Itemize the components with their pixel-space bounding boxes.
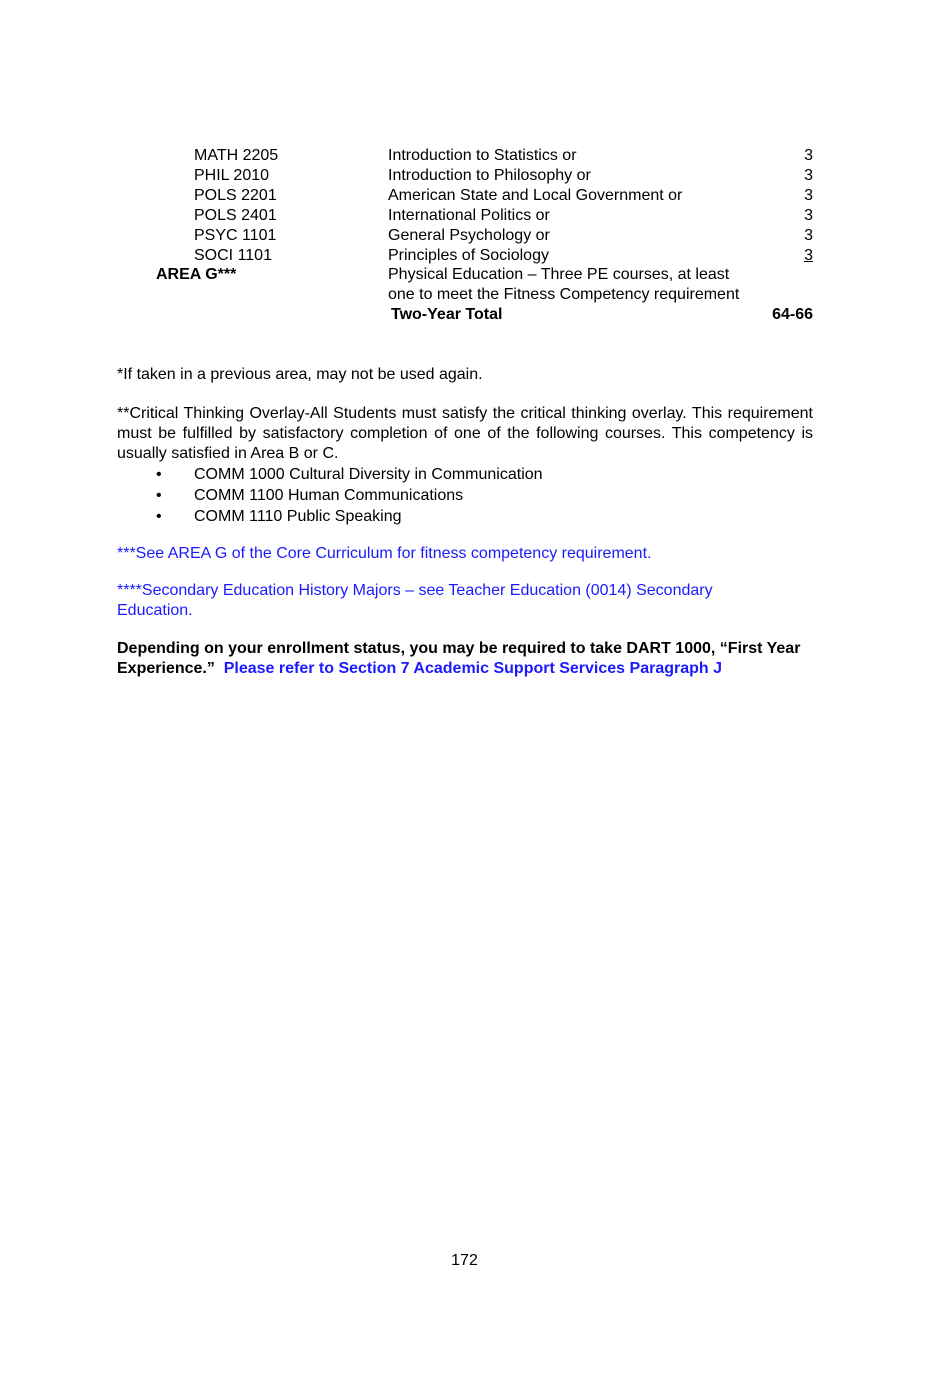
course-credits: 3 bbox=[804, 247, 813, 264]
bullet-icon: • bbox=[156, 508, 162, 525]
course-credits: 3 bbox=[804, 227, 813, 244]
area-g-line2: one to meet the Fitness Competency requirement bbox=[388, 286, 740, 303]
critical-thinking-note: **Critical Thinking Overlay-All Students must satisfy the critical thinking overlay. This requirement must be fulfilled by satisfactory completion of one of the following courses. This competency is usually satisfied in Area B or C. bbox=[117, 405, 813, 462]
enrollment-text: Depending on your enrollment status, you may be required to take DART 1000, “First Year Experience.” bbox=[117, 640, 801, 677]
previous-area-note: *If taken in a previous area, may not be used again. bbox=[117, 366, 483, 383]
enrollment-note bbox=[117, 639, 817, 679]
course-code: PSYC 1101 bbox=[194, 227, 277, 244]
course-title: Principles of Sociology bbox=[388, 247, 549, 264]
course-title: American State and Local Government or bbox=[388, 187, 683, 204]
area-g-label: AREA G*** bbox=[156, 266, 237, 283]
list-item: COMM 1100 Human Communications bbox=[194, 487, 464, 504]
total-value: 64-66 bbox=[772, 306, 813, 323]
bullet-icon: • bbox=[156, 466, 162, 483]
area-g-line1: Physical Education – Three PE courses, at least bbox=[388, 266, 730, 283]
course-credits: 3 bbox=[804, 187, 813, 204]
course-credits: 3 bbox=[804, 167, 813, 184]
course-title: General Psychology or bbox=[388, 227, 550, 244]
list-item: COMM 1110 Public Speaking bbox=[194, 508, 402, 525]
course-title: Introduction to Philosophy or bbox=[388, 167, 591, 184]
course-credits: 3 bbox=[804, 207, 813, 224]
course-title: International Politics or bbox=[388, 207, 550, 224]
course-code: POLS 2201 bbox=[194, 187, 277, 204]
course-code: PHIL 2010 bbox=[194, 167, 270, 184]
total-label: Two-Year Total bbox=[391, 306, 503, 323]
course-code: MATH 2205 bbox=[194, 147, 279, 164]
course-code: POLS 2401 bbox=[194, 207, 277, 224]
history-majors-link[interactable]: ****Secondary Education History Majors – see Teacher Education (0014) Secondary Education. bbox=[117, 582, 713, 619]
course-code: SOCI 1101 bbox=[194, 247, 272, 264]
list-item: COMM 1000 Cultural Diversity in Communication bbox=[194, 466, 543, 483]
course-title: Introduction to Statistics or bbox=[388, 147, 577, 164]
area-g-fitness-link[interactable]: ***See AREA G of the Core Curriculum for fitness competency requirement. bbox=[117, 545, 652, 562]
page-number: 172 bbox=[451, 1252, 478, 1269]
course-credits: 3 bbox=[804, 147, 813, 164]
bullet-icon: • bbox=[156, 487, 162, 504]
section-7-link[interactable]: Please refer to Section 7 Academic Support Services Paragraph J bbox=[223, 660, 722, 677]
